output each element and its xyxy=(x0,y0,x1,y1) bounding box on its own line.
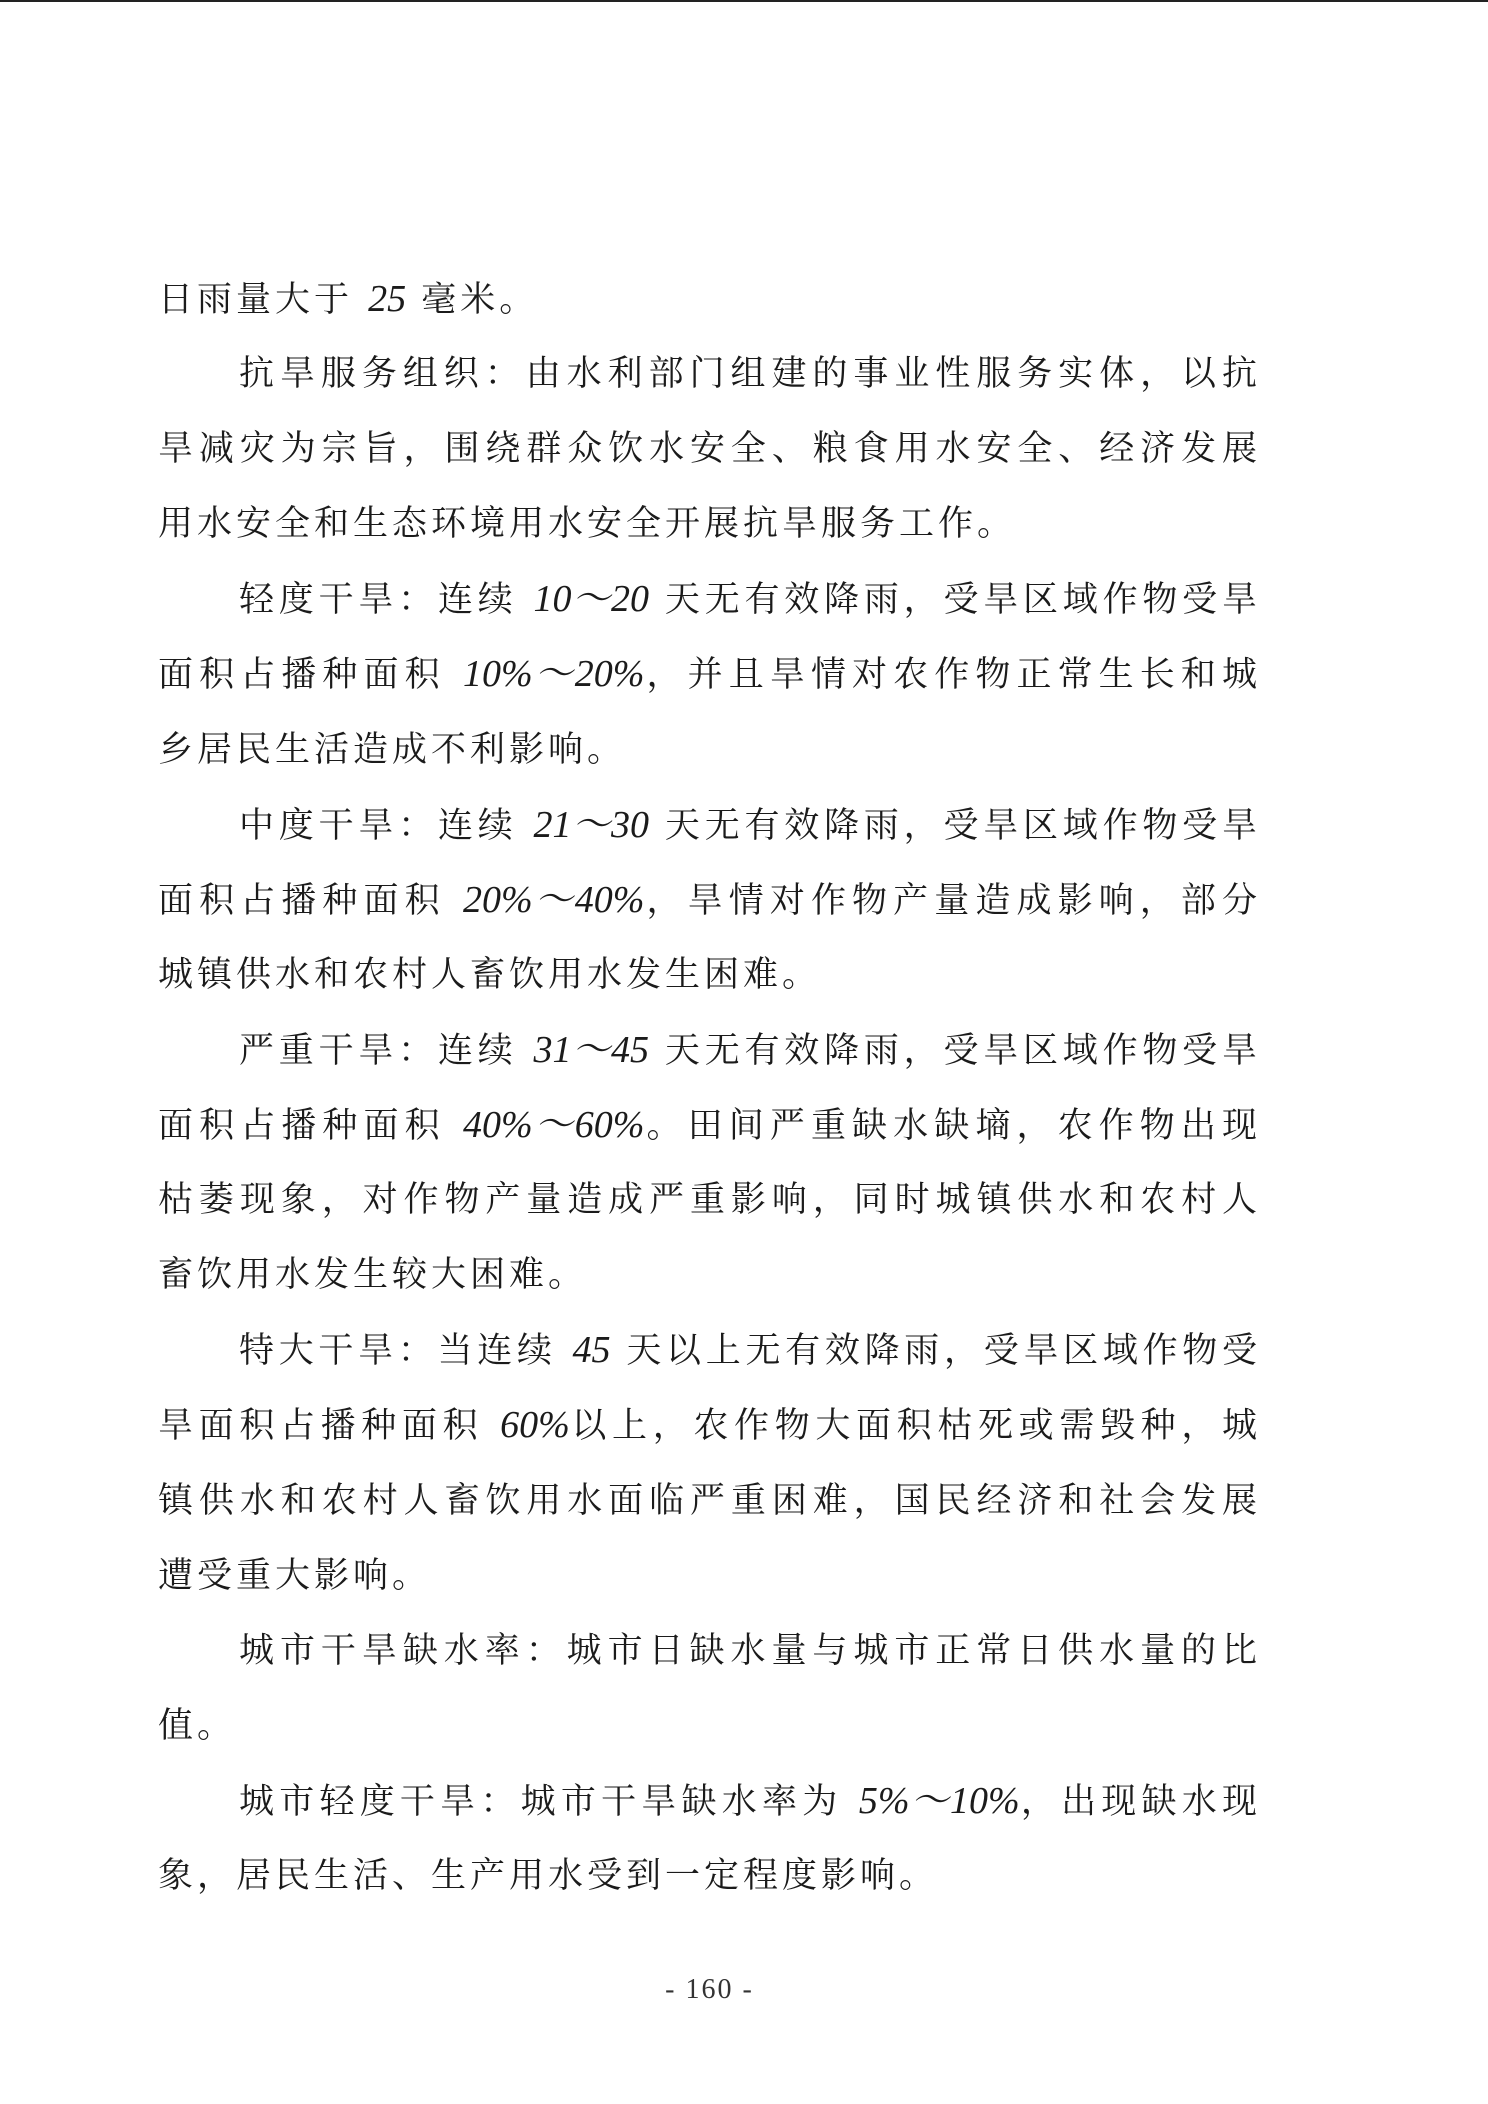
text-line xyxy=(158,1238,1261,1313)
text-line xyxy=(158,1614,1261,1689)
text-segment: 面积占播种面积 xyxy=(158,1106,463,1147)
text-segment: 枯萎现象，对作物产量造成严重影响，同时城镇供水和农村人 xyxy=(158,1180,1261,1221)
text-line xyxy=(158,938,1261,1013)
italic-number: 10%～20% xyxy=(462,653,645,696)
italic-number: 20%～40% xyxy=(462,878,645,921)
text-line xyxy=(158,337,1261,412)
text-segment: 特大干旱：当连续 xyxy=(239,1331,573,1372)
text-segment: 城镇供水和农村人畜饮用水发生困难。 xyxy=(158,954,822,995)
paragraph xyxy=(158,1614,1261,1764)
paragraph xyxy=(158,337,1261,562)
text-segment: 乡居民生活造成不利影响。 xyxy=(158,729,627,770)
text-segment: ，旱情对作物产量造成影响，部分 xyxy=(644,880,1261,921)
text-segment: 城市轻度干旱：城市干旱缺水率为 xyxy=(239,1781,859,1822)
text-line xyxy=(158,1388,1261,1463)
text-line xyxy=(158,1313,1261,1388)
text-segment: 日雨量大于 xyxy=(158,280,369,320)
text-line xyxy=(158,1163,1261,1238)
text-segment: 天无有效降雨，受旱区域作物受旱 xyxy=(649,1030,1261,1071)
italic-number: 25 xyxy=(368,278,407,320)
text-segment: 象，居民生活、生产用水受到一定程度影响。 xyxy=(158,1855,939,1896)
text-line xyxy=(158,487,1261,562)
text-line xyxy=(158,1764,1261,1839)
paragraph xyxy=(158,788,1261,1013)
italic-number: 21～30 xyxy=(533,803,650,846)
text-line xyxy=(158,562,1261,637)
text-segment: ，出现缺水现 xyxy=(1019,1781,1261,1822)
text-segment: 。田间严重缺水缺墒，农作物出现 xyxy=(644,1106,1261,1147)
italic-number: 10～20 xyxy=(533,578,650,621)
text-segment: 以上，农作物大面积枯死或需毁种，城 xyxy=(569,1406,1261,1447)
text-segment: 遭受重大影响。 xyxy=(158,1555,432,1596)
text-line xyxy=(158,788,1261,863)
text-line xyxy=(158,637,1261,712)
text-segment: 毫米。 xyxy=(406,280,539,320)
italic-number: 45 xyxy=(572,1329,611,1372)
text-line xyxy=(158,713,1261,788)
text-line xyxy=(158,1839,1261,1914)
italic-number: 60% xyxy=(500,1404,570,1447)
text-line xyxy=(158,1539,1261,1614)
text-line xyxy=(158,863,1261,938)
text-line xyxy=(158,262,1261,337)
text-segment: 用水安全和生态环境用水安全开展抗旱服务工作。 xyxy=(158,504,1017,545)
text-segment: 天无有效降雨，受旱区域作物受旱 xyxy=(649,805,1261,846)
italic-number: 5%～10% xyxy=(858,1779,1020,1822)
paragraph xyxy=(158,262,1261,337)
italic-number: 31～45 xyxy=(533,1028,650,1071)
text-segment: 镇供水和农村人畜饮用水面临严重困难，国民经济和社会发展 xyxy=(158,1480,1261,1521)
text-segment: 畜饮用水发生较大困难。 xyxy=(158,1255,588,1296)
text-segment: 面积占播种面积 xyxy=(158,655,463,696)
paragraph xyxy=(158,1764,1261,1914)
text-segment: 天无有效降雨，受旱区域作物受旱 xyxy=(649,580,1261,621)
text-segment: 面积占播种面积 xyxy=(158,880,463,921)
text-segment: 旱减灾为宗旨，围绕群众饮水安全、粮食用水安全、经济发展 xyxy=(158,429,1261,470)
text-segment: 旱面积占播种面积 xyxy=(158,1406,501,1447)
paragraph xyxy=(158,1313,1261,1613)
text-segment: 抗旱服务组织：由水利部门组建的事业性服务实体，以抗 xyxy=(239,354,1261,395)
italic-number: 40%～60% xyxy=(462,1104,645,1147)
text-segment: 中度干旱：连续 xyxy=(239,805,534,846)
text-line xyxy=(158,1088,1261,1163)
page-number: - 160 - xyxy=(665,1974,754,2005)
text-segment: 天以上无有效降雨，受旱区域作物受 xyxy=(610,1331,1261,1372)
text-segment: 轻度干旱：连续 xyxy=(239,580,534,621)
text-segment: ，并且旱情对农作物正常生长和城 xyxy=(644,655,1261,696)
paragraph xyxy=(158,1013,1261,1313)
text-segment: 严重干旱：连续 xyxy=(239,1030,534,1071)
text-segment: 城市干旱缺水率：城市日缺水量与城市正常日供水量的比 xyxy=(239,1630,1261,1671)
text-line xyxy=(158,1464,1261,1539)
text-segment: 值。 xyxy=(158,1705,237,1746)
body-text xyxy=(158,262,1261,1914)
text-line xyxy=(158,1013,1261,1088)
paragraph xyxy=(158,562,1261,787)
text-line xyxy=(158,1689,1261,1764)
text-line xyxy=(158,412,1261,487)
